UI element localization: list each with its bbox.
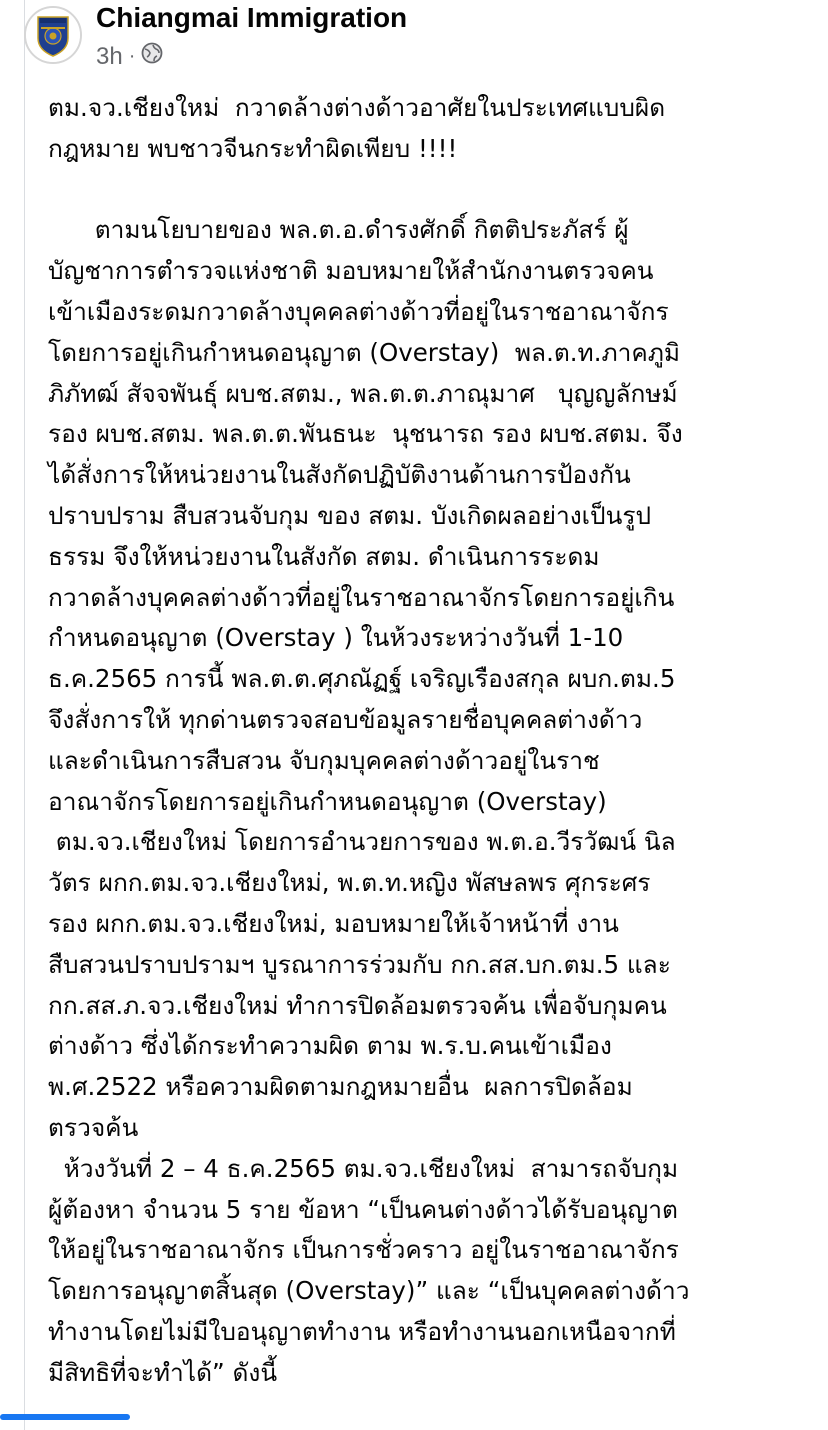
page-avatar[interactable]	[24, 6, 82, 64]
post-text-line: มีสิทธิที่จะทำได้” ดังนี้	[48, 1357, 278, 1387]
post-text-line: ภิภัทฒ์ สัจจพันธุ์ ผบช.สตม., พล.ต.ต.ภาณุมาศ บุญญลักษม์	[48, 378, 678, 408]
meta-separator: ·	[128, 45, 136, 67]
post-text-line: และดำเนินการสืบสวน จับกุมบุคคลต่างด้าวอยู่ในราช	[48, 745, 600, 775]
post-text-line: กฎหมาย พบชาวจีนกระทำผิดเพียบ !!!!	[48, 133, 458, 163]
post-text-line: สืบสวนปราบปรามฯ บูรณาการร่วมกับ กก.สส.บก.ตม.5 และ	[48, 949, 671, 979]
post-text-line: อาณาจักรโดยการอยู่เกินกำหนดอนุญาต (Overstay)	[48, 786, 607, 816]
post-text-line	[48, 170, 784, 211]
page-name[interactable]: Chiangmai Immigration	[96, 2, 408, 33]
post-text-line: กำหนดอนุญาต (Overstay ) ในห้วงระหว่างวันที่ 1-10	[48, 623, 624, 653]
police-badge-icon	[26, 8, 80, 62]
post-text-line: โดยการอยู่เกินกำหนดอนุญาต (Overstay) พล.ต.ท.ภาคภูมิ	[48, 337, 681, 367]
post-text-line: โดยการอนุญาตสิ้นสุด (Overstay)” และ “เป็นบุคคลต่างด้าว	[48, 1276, 690, 1306]
post-text-line: กวาดล้างบุคคลต่างด้าวที่อยู่ในราชอาณาจักรโดยการอยู่เกิน	[48, 582, 675, 612]
post-text-line: บัญชาการตำรวจแห่งชาติ มอบหมายให้สำนักงานตรวจคน	[48, 256, 654, 286]
post-text-line: ปราบปราม สืบสวนจับกุม ของ สตม. บังเกิดผลอย่างเป็นรูป	[48, 500, 652, 530]
post-text-line: กก.สส.ภ.จว.เชียงใหม่ ทำการปิดล้อมตรวจค้น เพื่อจับกุมคน	[48, 990, 667, 1020]
post-meta	[96, 42, 163, 71]
globe-icon	[141, 42, 163, 71]
post-text-line: ธ.ค.2565 การนี้ พล.ต.ต.ศุภณัฏฐ์ เจริญเรืองสกุล ผบก.ตม.5	[48, 664, 676, 694]
post-text-line: ทำงานโดยไม่มีใบอนุญาตทำงาน หรือทำงานนอกเหนือจากที่	[48, 1316, 676, 1346]
post-time[interactable]: 3h	[96, 42, 123, 70]
post-text-line: จึงสั่งการให้ ทุกด่านตรวจสอบข้อมูลรายชื่อบุคคลต่างด้าว	[48, 704, 643, 734]
post-text-line: ผู้ต้องหา จำนวน 5 ราย ข้อหา “เป็นคนต่างด้าวได้รับอนุญาต	[48, 1194, 678, 1224]
post-text-line: ตามนโยบายของ พล.ต.อ.ดำรงศักดิ์ กิตติประภัสร์ ผู้	[48, 215, 629, 245]
post-text-line: ห้วงวันที่ 2 – 4 ธ.ค.2565 ตม.จว.เชียงใหม่ สามารถจับกุม	[48, 1153, 679, 1183]
post-text-line: ได้สั่งการให้หน่วยงานในสังกัดปฏิบัติงานด้านการป้องกัน	[48, 460, 631, 490]
post-text-line: ตม.จว.เชียงใหม่ โดยการอำนวยการของ พ.ต.อ.วีรวัฒน์ นิล	[48, 827, 676, 857]
post-text-line: ตม.จว.เชียงใหม่ กวาดล้างต่างด้าวอาศัยในประเทศแบบผิด	[48, 93, 666, 122]
post-text-line: ให้อยู่ในราชอาณาจักร เป็นการชั่วคราว อยู่ในราชอาณาจักร	[48, 1235, 679, 1265]
post-text-line: ต่างด้าว ซึ่งได้กระทำความผิด ตาม พ.ร.บ.คนเข้าเมือง	[48, 1031, 612, 1061]
post-text-line: พ.ศ.2522 หรือความผิดตามกฎหมายอื่น ผลการปิดล้อม	[48, 1072, 633, 1102]
post-body	[48, 88, 784, 1394]
post-text-line: ธรรม จึงให้หน่วยงานในสังกัด สตม. ดำเนินการระดม	[48, 541, 600, 571]
post-text-line: ตรวจค้น	[48, 1112, 139, 1142]
post-text-line: รอง ผบช.สตม. พล.ต.ต.พันธนะ นุชนารถ รอง ผบช.สตม. จึง	[48, 419, 683, 449]
post-text-line: เข้าเมืองระดมกวาดล้างบุคคลต่างด้าวที่อยู่ในราชอาณาจักร	[48, 296, 669, 326]
scroll-indicator	[0, 1414, 130, 1420]
post-text-line: รอง ผกก.ตม.จว.เชียงใหม่, มอบหมายให้เจ้าหน้าที่ งาน	[48, 908, 619, 938]
post-text-line: วัตร ผกก.ตม.จว.เชียงใหม่, พ.ต.ท.หญิง พัสษลพร ศุกระศร	[48, 868, 651, 898]
